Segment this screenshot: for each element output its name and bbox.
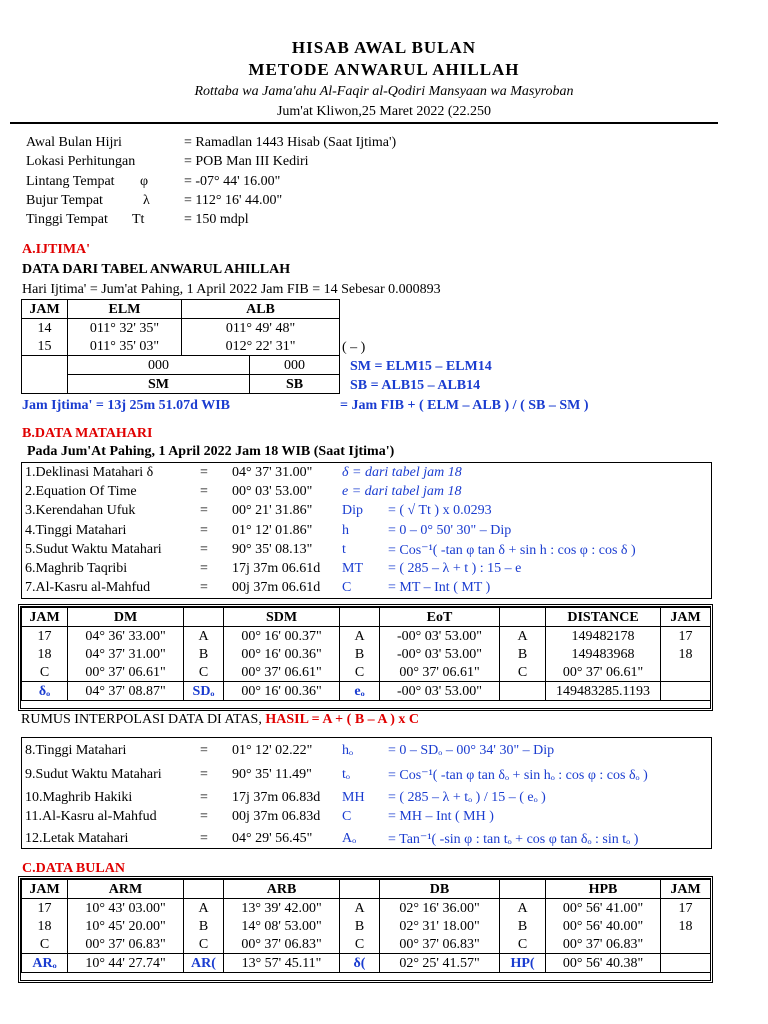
item-symbol: MT <box>342 561 363 576</box>
info-label: Lintang Tempat <box>26 174 115 189</box>
cell: 011° 32' 35" <box>68 319 182 338</box>
cell: 15 <box>22 337 68 356</box>
item-formula: e = dari tabel jam 18 <box>342 484 462 499</box>
cell: 10° 44' 27.74" <box>68 954 184 973</box>
cell: 14 <box>22 319 68 338</box>
item-label: 2.Equation Of Time <box>25 484 137 499</box>
cell-symbol: HP( <box>500 954 546 973</box>
cell: 012° 22' 31" <box>182 337 340 356</box>
cell: 18 <box>661 645 711 663</box>
col-header: SDM <box>224 608 340 627</box>
item-eq: = <box>200 580 208 595</box>
cell: 00° 37' 06.83" <box>224 935 340 954</box>
cell-symbol: δ( <box>340 954 380 973</box>
cell: 13° 57' 45.11" <box>224 954 340 973</box>
section-b-heading: B.DATA MATAHARI <box>22 426 153 441</box>
cell: 149483285.1193 <box>546 682 661 701</box>
cell: 00° 37' 06.83" <box>546 935 661 954</box>
cell: B <box>340 645 380 663</box>
info-label: Awal Bulan Hijri <box>26 135 122 150</box>
table-header-row <box>22 880 711 899</box>
table-row <box>22 645 711 663</box>
table-row <box>22 935 711 954</box>
cell: C <box>22 663 68 682</box>
cell-symbol: ARₒ <box>22 954 68 973</box>
cell: 011° 49' 48" <box>182 319 340 338</box>
item-eq: = <box>200 523 208 538</box>
item-label: 4.Tinggi Matahari <box>25 523 127 538</box>
cell: 00° 37' 06.61" <box>380 663 500 682</box>
table-row <box>22 917 711 935</box>
cell: 02° 25' 41.57" <box>380 954 500 973</box>
col-header: ELM <box>68 300 182 319</box>
cell: C <box>340 663 380 682</box>
cell: 00° 56' 40.00" <box>546 917 661 935</box>
item-label: 1.Deklinasi Matahari δ <box>25 465 154 480</box>
item-value: 01° 12' 02.22" <box>232 743 313 758</box>
jam-ijtima-formula: = Jam FIB + ( ELM – ALB ) / ( SB – SM ) <box>340 398 589 413</box>
item-formula: = Tan⁻¹( -sin φ : tan tₒ + cos φ tan δₒ : sin tₒ ) <box>388 832 639 847</box>
ijtima-table <box>21 299 340 394</box>
item-label: 12.Letak Matahari <box>25 831 129 846</box>
page-title: HISAB AWAL BULAN <box>291 38 477 57</box>
item-formula: = ( 285 – λ + t ) : 15 – e <box>388 561 522 576</box>
cell: 000 <box>68 356 250 375</box>
col-header: HPB <box>546 880 661 899</box>
section-a-heading: A.IJTIMA' <box>22 242 91 257</box>
item-eq: = <box>200 561 208 576</box>
date-line: Jum'at Kliwon,25 Maret 2022 (22.250 <box>276 104 492 119</box>
cell: A <box>500 627 546 646</box>
cell: C <box>500 935 546 954</box>
cell: 00° 56' 40.38" <box>546 954 661 973</box>
cell: 18 <box>661 917 711 935</box>
cell: 04° 37' 08.87" <box>68 682 184 701</box>
cell: 10° 43' 03.00" <box>68 899 184 918</box>
cell: A <box>340 627 380 646</box>
cell: -00° 03' 53.00" <box>380 645 500 663</box>
info-symbol: Tt <box>132 212 145 227</box>
table-row <box>22 375 340 394</box>
header-divider <box>10 122 718 124</box>
cell: 00° 37' 06.61" <box>224 663 340 682</box>
table-header-row <box>22 608 711 627</box>
cell: 17 <box>22 899 68 918</box>
cell: C <box>500 663 546 682</box>
rumus-interpolasi <box>21 712 419 728</box>
rumus-text: RUMUS INTERPOLASI DATA DI ATAS, <box>21 712 266 727</box>
cell: A <box>500 899 546 918</box>
item-eq: = <box>200 542 208 557</box>
section-b-subheading: Pada Jum'At Pahing, 1 April 2022 Jam 18 WIB (Saat Ijtima') <box>27 444 395 459</box>
cell: B <box>340 917 380 935</box>
item-formula: = 0 – SDₒ – 00° 34' 30" – Dip <box>388 743 555 758</box>
cell: B <box>184 645 224 663</box>
item-value: 04° 29' 56.45" <box>232 831 313 846</box>
item-eq: = <box>200 503 208 518</box>
item-label: 9.Sudut Waktu Matahari <box>25 767 162 782</box>
cell: 011° 35' 03" <box>68 337 182 356</box>
hari-ijtima: Hari Ijtima' = Jum'at Pahing, 1 April 2022 Jam FIB = 14 Sebesar 0.000893 <box>22 282 441 297</box>
cell: 00° 56' 41.00" <box>546 899 661 918</box>
col-header: JAM <box>22 608 68 627</box>
col-header <box>184 880 224 899</box>
cell: A <box>184 627 224 646</box>
col-header: JAM <box>22 880 68 899</box>
item-symbol: h <box>342 523 349 538</box>
cell: 00° 37' 06.83" <box>68 935 184 954</box>
col-header: EoT <box>380 608 500 627</box>
table-row <box>22 337 340 356</box>
cell: 18 <box>22 917 68 935</box>
table-row <box>22 899 711 918</box>
table-row <box>22 627 711 646</box>
section-c-heading: C.DATA BULAN <box>22 861 125 876</box>
col-header: DISTANCE <box>546 608 661 627</box>
item-value: 00° 03' 53.00" <box>232 484 313 499</box>
item-formula: = MH – Int ( MH ) <box>388 809 494 824</box>
item-symbol: tₒ <box>342 767 350 782</box>
matahari-table <box>21 607 711 701</box>
item-value: 17j 37m 06.83d <box>232 790 321 805</box>
cell: 02° 16' 36.00" <box>380 899 500 918</box>
item-formula: δ = dari tabel jam 18 <box>342 465 462 480</box>
item-eq: = <box>200 465 208 480</box>
rumus-hasil: HASIL = A + ( B – A ) x C <box>265 712 420 727</box>
cell: -00° 03' 53.00" <box>380 682 500 701</box>
col-header <box>340 880 380 899</box>
cell <box>661 954 711 973</box>
cell: 04° 36' 33.00" <box>68 627 184 646</box>
cell: C <box>184 663 224 682</box>
item-symbol: hₒ <box>342 743 354 758</box>
table-row <box>22 356 340 375</box>
info-label: Tinggi Tempat <box>26 212 108 227</box>
cell: A <box>184 899 224 918</box>
info-value: = 112° 16' 44.00" <box>184 193 283 208</box>
item-formula: = ( √ Tt ) x 0.0293 <box>388 503 492 518</box>
col-header <box>500 608 546 627</box>
cell-symbol: eₒ <box>340 682 380 701</box>
info-label: Bujur Tempat <box>26 193 103 208</box>
cell: 04° 37' 31.00" <box>68 645 184 663</box>
cell <box>661 663 711 682</box>
item-value: 00j 37m 06.61d <box>232 580 321 595</box>
col-header: DB <box>380 880 500 899</box>
cell: C <box>22 935 68 954</box>
item-eq: = <box>200 743 208 758</box>
item-eq: = <box>200 809 208 824</box>
cell: B <box>500 645 546 663</box>
item-value: 17j 37m 06.61d <box>232 561 321 576</box>
col-header: ARM <box>68 880 184 899</box>
item-formula: = ( 285 – λ + tₒ ) / 15 – ( eₒ ) <box>388 790 546 805</box>
item-label: 11.Al-Kasru al-Mahfud <box>25 809 157 824</box>
cell-symbol: AR( <box>184 954 224 973</box>
info-value: = Ramadlan 1443 Hisab (Saat Ijtima') <box>184 135 397 150</box>
cell: 000 <box>250 356 340 375</box>
info-symbol: λ <box>143 193 150 208</box>
item-label: 5.Sudut Waktu Matahari <box>25 542 162 557</box>
col-header: JAM <box>22 300 68 319</box>
cell: -00° 03' 53.00" <box>380 627 500 646</box>
formula-sm: SM = ELM15 – ELM14 <box>350 359 492 374</box>
info-symbol: φ <box>140 174 149 189</box>
item-value: 04° 37' 31.00" <box>232 465 313 480</box>
item-symbol: C <box>342 809 352 824</box>
col-header: JAM <box>661 880 711 899</box>
item-value: 90° 35' 08.13" <box>232 542 313 557</box>
cell: 10° 45' 20.00" <box>68 917 184 935</box>
cell: 18 <box>22 645 68 663</box>
item-eq: = <box>200 790 208 805</box>
item-eq: = <box>200 767 208 782</box>
item-label: 3.Kerendahan Ufuk <box>25 503 136 518</box>
page-subtitle-method: METODE ANWARUL AHILLAH <box>248 60 520 79</box>
cell-symbol: SDₒ <box>184 682 224 701</box>
col-header: JAM <box>661 608 711 627</box>
table-result-row <box>22 954 711 973</box>
item-symbol: C <box>342 580 352 595</box>
section-a-subheading: DATA DARI TABEL ANWARUL AHILLAH <box>22 262 291 277</box>
table-result-row <box>22 682 711 701</box>
item-formula: = Cos⁻¹( -tan φ tan δ + sin h : cos φ : cos δ ) <box>388 543 636 558</box>
item-symbol: MH <box>342 790 365 805</box>
item-label: 8.Tinggi Matahari <box>25 743 127 758</box>
cell-empty <box>22 356 68 394</box>
cell-symbol: δₒ <box>22 682 68 701</box>
item-value: 90° 35' 11.49" <box>232 767 312 782</box>
cell <box>661 682 711 701</box>
cell: C <box>184 935 224 954</box>
cell: 13° 39' 42.00" <box>224 899 340 918</box>
cell: 00° 16' 00.37" <box>224 627 340 646</box>
item-eq: = <box>200 831 208 846</box>
cell <box>500 682 546 701</box>
cell: 00° 37' 06.61" <box>68 663 184 682</box>
cell: SB <box>250 375 340 394</box>
cell: A <box>340 899 380 918</box>
cell: 17 <box>661 899 711 918</box>
minus-sign: ( – ) <box>342 340 366 355</box>
cell: 00° 37' 06.83" <box>380 935 500 954</box>
item-value: 00° 21' 31.86" <box>232 503 313 518</box>
cell: 17 <box>22 627 68 646</box>
col-header <box>340 608 380 627</box>
cell: 00° 16' 00.36" <box>224 645 340 663</box>
col-header: ALB <box>182 300 340 319</box>
item-formula: = Cos⁻¹( -tan φ tan δₒ + sin hₒ : cos φ : cos δₒ ) <box>388 768 648 783</box>
item-formula: = MT – Int ( MT ) <box>388 580 491 595</box>
cell: 149483968 <box>546 645 661 663</box>
cell: B <box>500 917 546 935</box>
item-eq: = <box>200 484 208 499</box>
cell: 00° 16' 00.36" <box>224 682 340 701</box>
col-header: ARB <box>224 880 340 899</box>
cell: B <box>184 917 224 935</box>
cell: 17 <box>661 627 711 646</box>
table-row <box>22 319 340 338</box>
cell <box>661 935 711 954</box>
item-symbol: Dip <box>342 503 363 518</box>
item-label: 6.Maghrib Taqribi <box>25 561 128 576</box>
item-symbol: Aₒ <box>342 831 357 846</box>
col-header <box>184 608 224 627</box>
cell: 14° 08' 53.00" <box>224 917 340 935</box>
item-label: 7.Al-Kasru al-Mahfud <box>25 580 151 595</box>
info-label: Lokasi Perhitungan <box>26 154 136 169</box>
cell: 149482178 <box>546 627 661 646</box>
col-header: DM <box>68 608 184 627</box>
bulan-table <box>21 879 711 973</box>
info-value: = 150 mdpl <box>184 212 249 227</box>
cell: C <box>340 935 380 954</box>
author-line: Rottaba wa Jama'ahu Al-Faqir al-Qodiri Mansyaan wa Masyroban <box>194 84 574 99</box>
item-label: 10.Maghrib Hakiki <box>25 790 133 805</box>
table-row <box>22 663 711 682</box>
cell: 02° 31' 18.00" <box>380 917 500 935</box>
info-value: = POB Man III Kediri <box>184 154 309 169</box>
item-symbol: t <box>342 542 346 557</box>
jam-ijtima-result: Jam Ijtima' = 13j 25m 51.07d WIB <box>22 398 230 413</box>
cell: SM <box>68 375 250 394</box>
cell: 00° 37' 06.61" <box>546 663 661 682</box>
table-header-row <box>22 300 340 319</box>
col-header <box>500 880 546 899</box>
info-value: = -07° 44' 16.00" <box>184 174 281 189</box>
item-value: 00j 37m 06.83d <box>232 809 321 824</box>
formula-sb: SB = ALB15 – ALB14 <box>350 378 481 393</box>
item-formula: = 0 – 0° 50' 30" – Dip <box>388 523 512 538</box>
item-value: 01° 12' 01.86" <box>232 523 313 538</box>
